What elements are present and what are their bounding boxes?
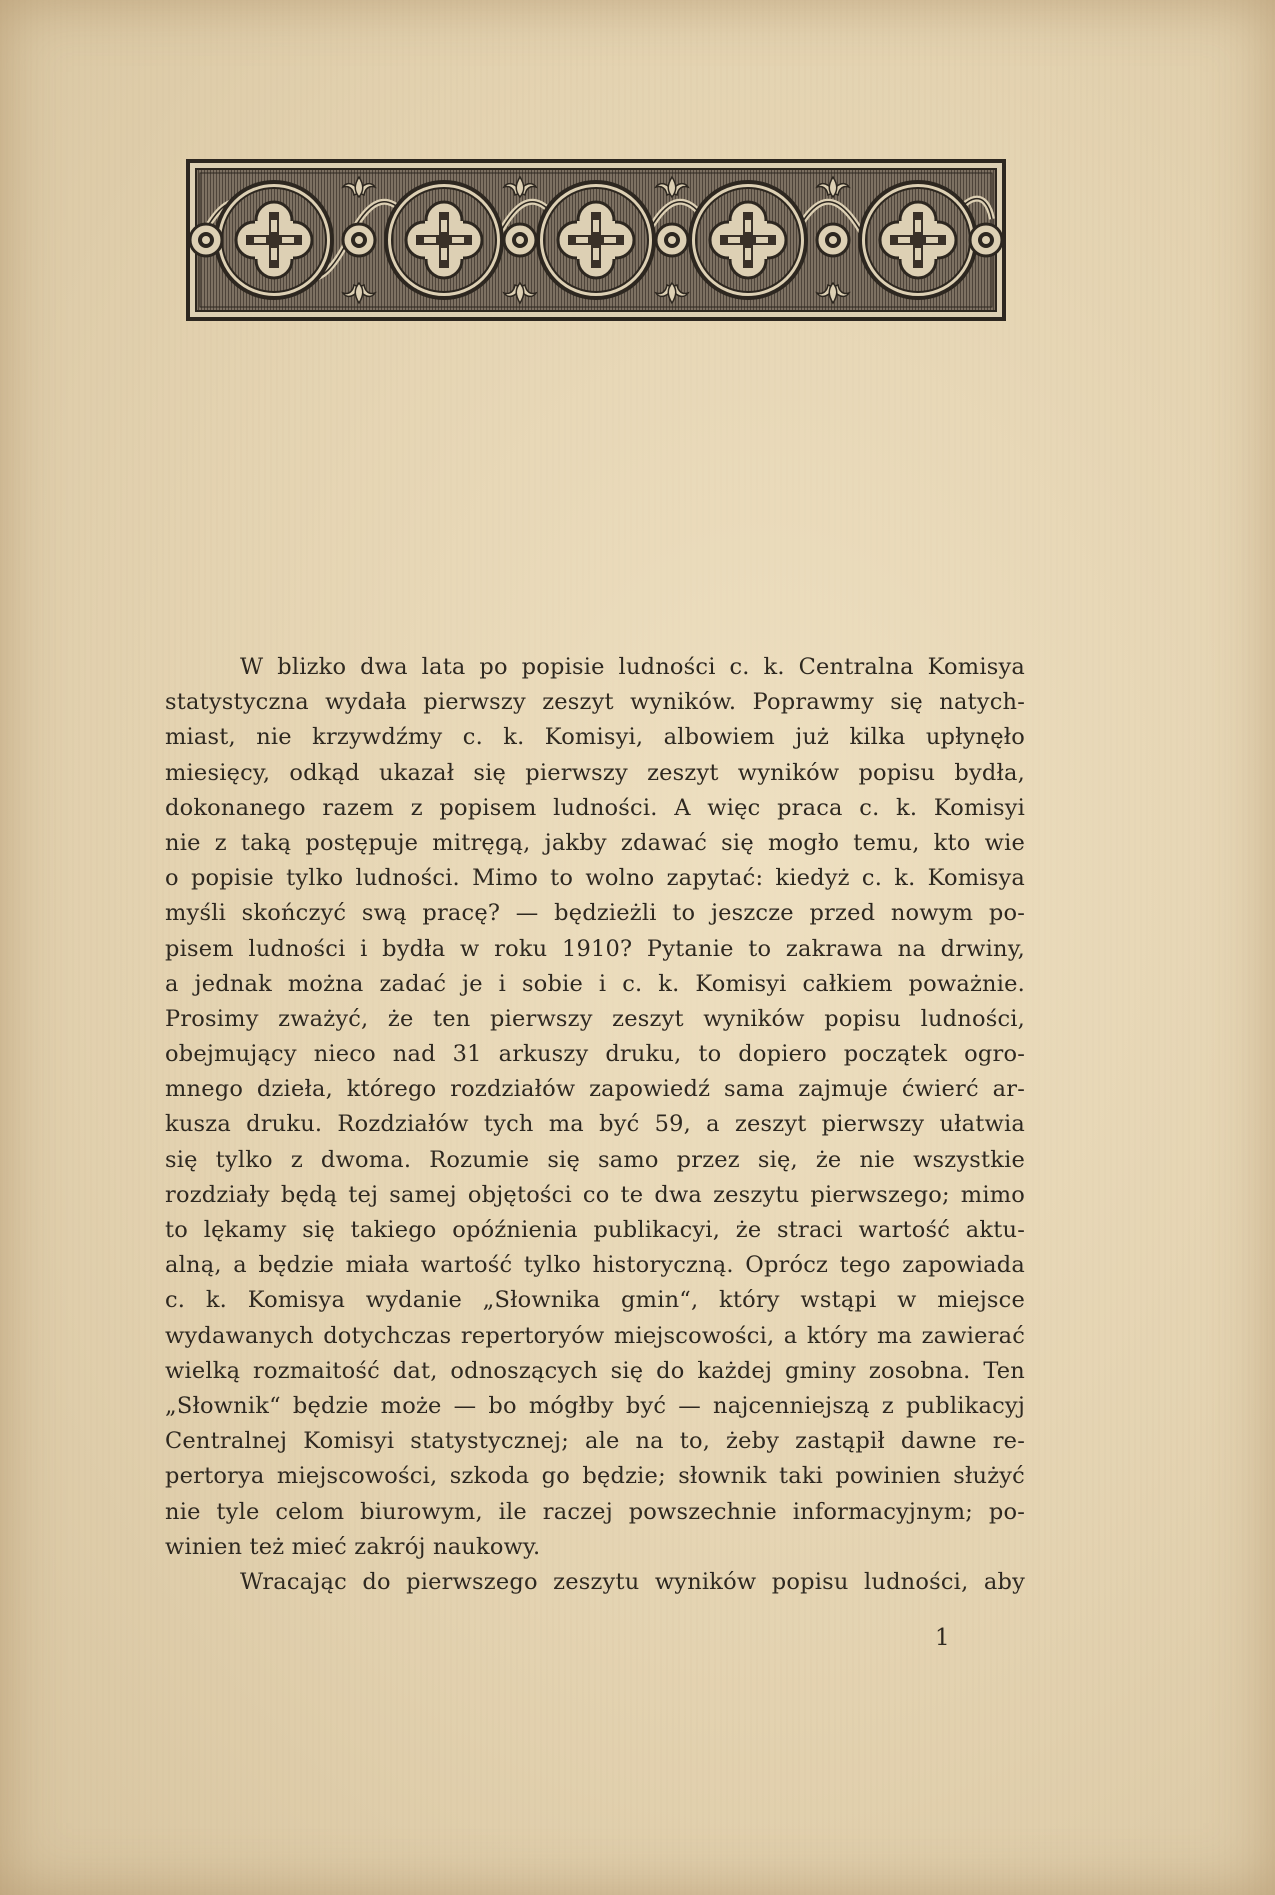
text-line: pisem ludności i bydła w roku 1910? Pytanie to zakrawa na drwiny, [165, 935, 1025, 962]
header-ornament [186, 159, 1006, 321]
text-line: nie tyle celom biurowym, ile raczej powszechnie informacyjnym; po- [165, 1498, 1025, 1525]
text-line: rozdziały będą tej samej objętości co te dwa zeszytu pierwszego; mimo [165, 1181, 1025, 1208]
text-line: Wracając do pierwszego zeszytu wyników popisu ludności, aby [240, 1568, 1025, 1595]
text-line: obejmujący nieco nad 31 arkuszy druku, to dopiero początek ogro- [165, 1041, 1025, 1068]
page-number: 1 [935, 1625, 950, 1651]
text-line: to lękamy się takiego opóźnienia publikacyi, że straci wartość aktu- [165, 1217, 1025, 1243]
body-text [165, 650, 1025, 1600]
text-line: c. k. Komisya wydanie „Słownika gmin“, który wstąpi w miejsce [165, 1287, 1025, 1314]
paragraph [165, 650, 1025, 1565]
text-line: mnego dzieła, którego rozdziałów zapowiedź sama zajmuje ćwierć ar- [165, 1076, 1025, 1103]
text-line: miesięcy, odkąd ukazał się pierwszy zeszyt wyników popisu bydła, [165, 759, 1025, 786]
text-line: dokonanego razem z popisem ludności. A więc praca c. k. Komisyi [165, 794, 1025, 821]
text-line: wielką rozmaitość dat, odnoszących się do każdej gminy zosobna. Ten [165, 1357, 1025, 1384]
text-line: W blizko dwa lata po popisie ludności c. k. Centralna Komisya [240, 654, 1025, 680]
text-line: myśli skończyć swą pracę? — będzieżli to jeszcze przed nowym po- [165, 900, 1025, 927]
text-line: a jednak można zadać je i sobie i c. k. Komisyi całkiem poważnie. [165, 970, 1025, 997]
text-line: miast, nie krzywdźmy c. k. Komisyi, albowiem już kilka upłynęło [165, 724, 1025, 751]
text-line: alną, a będzie miała wartość tylko historyczną. Oprócz tego zapowiada [165, 1252, 1025, 1279]
text-line: pertorya miejscowości, szkoda go będzie; słownik taki powinien służyć [165, 1463, 1025, 1490]
text-line: wydawanych dotychczas repertoryów miejscowości, a który ma zawierać [165, 1322, 1025, 1349]
paragraph [165, 1565, 1025, 1600]
text-line: Prosimy zważyć, że ten pierwszy zeszyt wyników popisu ludności, [165, 1005, 1025, 1032]
text-line: nie z taką postępuje mitręgą, jakby zdawać się mogło temu, kto wie [165, 829, 1025, 856]
text-line: „Słownik“ będzie może — bo mógłby być — najcenniejszą z publikacyj [165, 1392, 1025, 1419]
text-line: o popisie tylko ludności. Mimo to wolno zapytać: kiedyż c. k. Komisya [165, 865, 1025, 892]
text-line: statystyczna wydała pierwszy zeszyt wyników. Poprawmy się natych- [165, 689, 1025, 716]
text-line: winien też mieć zakrój naukowy. [165, 1533, 541, 1560]
text-line: Centralnej Komisyi statystycznej; ale na to, żeby zastąpił dawne re- [165, 1428, 1025, 1455]
quatrefoil-cross-frieze-icon [186, 159, 1006, 321]
text-line: kusza druku. Rozdziałów tych ma być 59, a zeszyt pierwszy ułatwia [165, 1111, 1025, 1138]
text-line: się tylko z dwoma. Rozumie się samo przez się, że nie wszystkie [165, 1146, 1025, 1173]
